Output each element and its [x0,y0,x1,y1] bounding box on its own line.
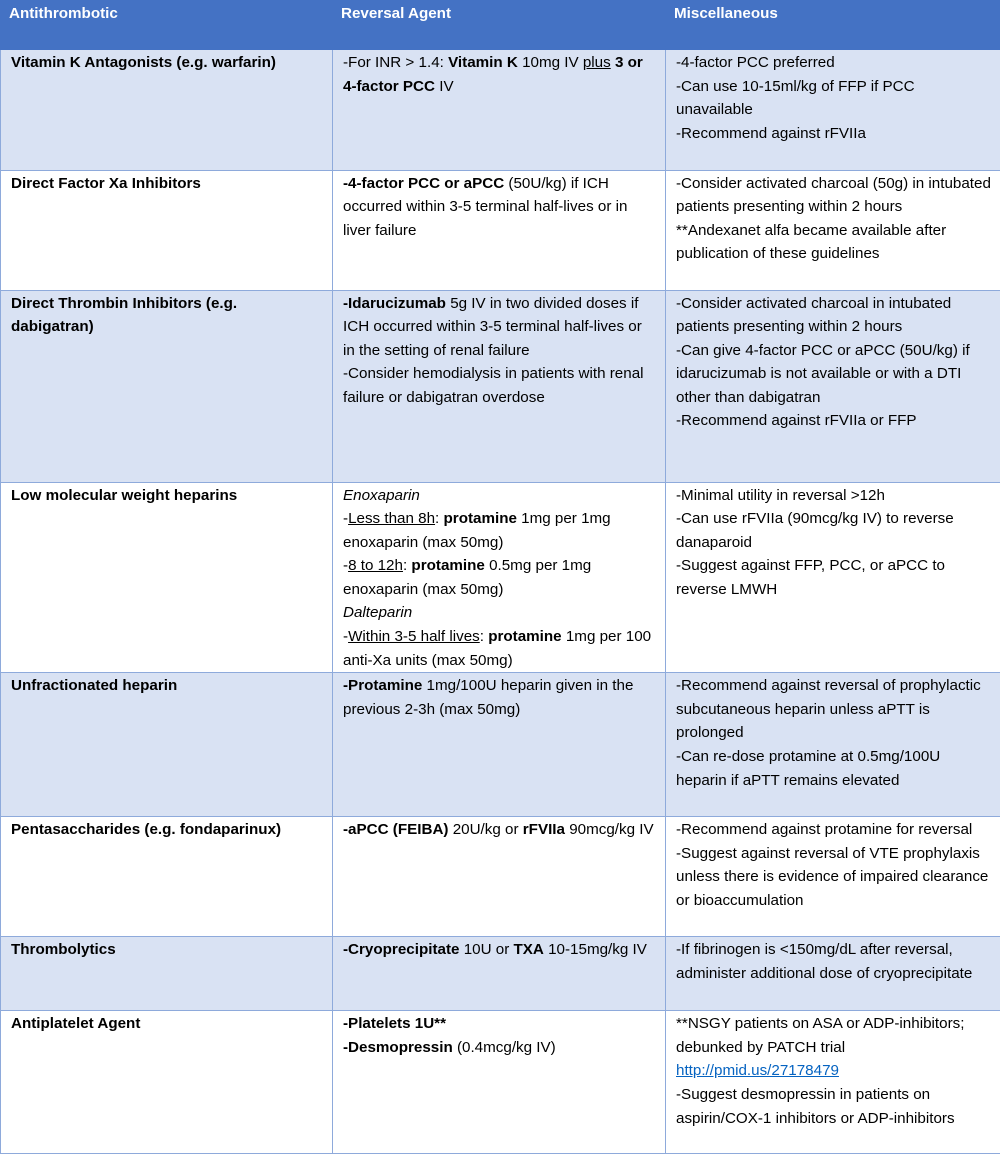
misc-line: -Can use 10-15ml/kg of FFP if PCC unavailable [676,75,992,122]
antithrombotic-cell: Thrombolytics [1,937,333,1011]
reversal-agent-cell: -For INR > 1.4: Vitamin K 10mg IV plus 3 or 4-factor PCC IV [333,50,666,170]
header-antithrombotic: Antithrombotic [1,0,333,50]
reversal-agent-cell: -aPCC (FEIBA) 20U/kg or rFVIIa 90mcg/kg IV [333,817,666,937]
misc-line: -Suggest against FFP, PCC, or aPCC to reverse LMWH [676,554,992,601]
pmid-link[interactable]: http://pmid.us/27178479 [676,1062,839,1079]
miscellaneous-cell [666,170,1000,290]
header-miscellaneous: Miscellaneous [666,0,1000,50]
reversal-agent-cell: -Cryoprecipitate 10U or TXA 10-15mg/kg IV [333,937,666,1011]
misc-line: -Consider activated charcoal in intubated patients presenting within 2 hours [676,292,992,339]
reversal-agent-cell: -4-factor PCC or aPCC (50U/kg) if ICH occurred within 3-5 terminal half-lives or in liver failure [333,170,666,290]
reversal-agent-cell: -Platelets 1U** -Desmopressin (0.4mcg/kg IV) [333,1011,666,1154]
misc-line: -Can re-dose protamine at 0.5mg/100U heparin if aPTT remains elevated [676,745,992,792]
table-row [1,1011,1000,1154]
miscellaneous-cell [666,817,1000,937]
antithrombotic-cell: Direct Factor Xa Inhibitors [1,170,333,290]
miscellaneous-cell [666,937,1000,1011]
misc-line: **NSGY patients on ASA or ADP-inhibitors; debunked by PATCH trial [676,1012,992,1059]
misc-line: -Recommend against reversal of prophylactic subcutaneous heparin unless aPTT is prolonged [676,674,992,745]
table-header [1,0,1000,50]
antithrombotic-cell: Pentasaccharides (e.g. fondaparinux) [1,817,333,937]
reversal-agent-cell: -Idarucizumab 5g IV in two divided doses if ICH occurred within 3-5 terminal half-lives or in the setting of renal failure -Consider hemodialysis in patients with renal failure or dabigatran overdose [333,290,666,482]
table-row [1,290,1000,482]
table-row [1,170,1000,290]
misc-line: -Suggest desmopressin in patients on aspirin/COX-1 inhibitors or ADP-inhibitors [676,1083,992,1130]
table-body [1,50,1000,1154]
table-row [1,50,1000,170]
misc-line: **Andexanet alfa became available after publication of these guidelines [676,219,992,266]
misc-line: -Can give 4-factor PCC or aPCC (50U/kg) if idarucizumab is not available or with a DTI other than dabigatran [676,339,992,410]
miscellaneous-cell [666,290,1000,482]
header-row [1,0,1000,50]
table-row [1,817,1000,937]
table-row [1,482,1000,673]
miscellaneous-cell [666,50,1000,170]
misc-line: -Suggest against reversal of VTE prophylaxis unless there is evidence of impaired clearance or bioaccumulation [676,842,992,913]
misc-line: -Recommend against rFVIIa [676,122,992,146]
antithrombotic-cell: Unfractionated heparin [1,673,333,817]
reversal-agent-cell: -Protamine 1mg/100U heparin given in the previous 2-3h (max 50mg) [333,673,666,817]
reversal-agent-cell: Enoxaparin -Less than 8h: protamine 1mg per 1mg enoxaparin (max 50mg) -8 to 12h: protamine 0.5mg per 1mg enoxaparin (max 50mg) Dalteparin -Within 3-5 half lives: protamine 1mg per 100 anti-Xa units (max 50mg) [333,482,666,673]
antithrombotic-cell: Antiplatelet Agent [1,1011,333,1154]
misc-line: -Can use rFVIIa (90mcg/kg IV) to reverse danaparoid [676,507,992,554]
table-row [1,937,1000,1011]
misc-line: -4-factor PCC preferred [676,51,992,75]
miscellaneous-cell [666,673,1000,817]
miscellaneous-cell [666,482,1000,673]
misc-line: -Minimal utility in reversal >12h [676,484,992,508]
table-row [1,673,1000,817]
miscellaneous-cell [666,1011,1000,1154]
misc-line: -Recommend against rFVIIa or FFP [676,409,992,433]
misc-line: -If fibrinogen is <150mg/dL after reversal, administer additional dose of cryoprecipitate [676,938,992,985]
misc-line: -Consider activated charcoal (50g) in intubated patients presenting within 2 hours [676,172,992,219]
misc-line: -Recommend against protamine for reversal [676,818,992,842]
antithrombotic-cell: Vitamin K Antagonists (e.g. warfarin) [1,50,333,170]
antithrombotic-cell: Direct Thrombin Inhibitors (e.g. dabigatran) [1,290,333,482]
header-reversal-agent: Reversal Agent [333,0,666,50]
antithrombotic-cell: Low molecular weight heparins [1,482,333,673]
